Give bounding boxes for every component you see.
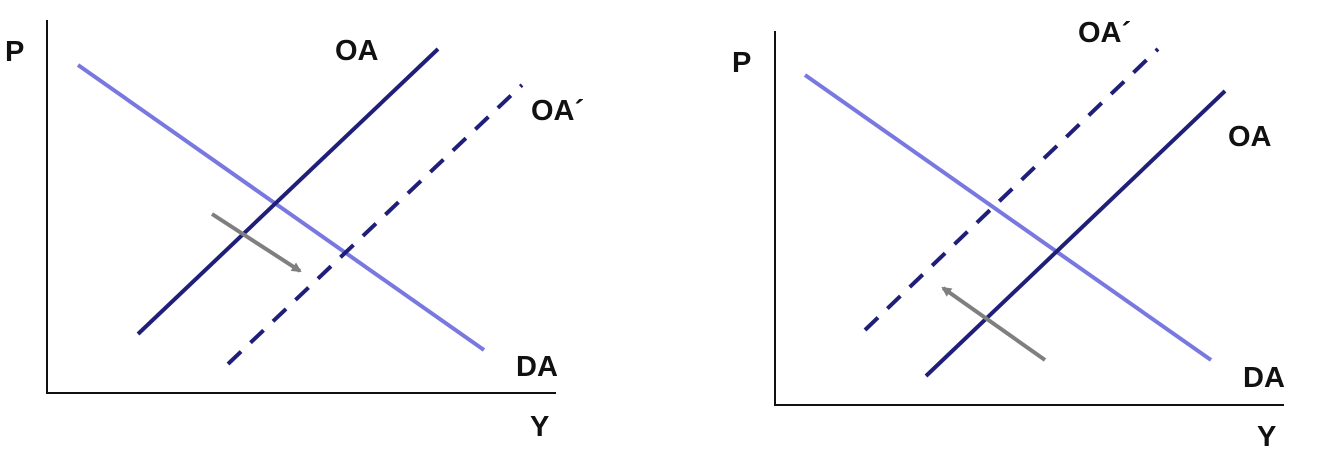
left-y-axis-label: P	[5, 36, 25, 68]
right-shift-arrow	[943, 288, 1045, 360]
left-diagram	[5, 20, 584, 443]
left-demand-curve	[78, 65, 484, 350]
right-demand-label: DA	[1243, 362, 1285, 394]
right-supply-label: OA	[1228, 121, 1272, 153]
left-shifted-supply-curve	[228, 85, 522, 364]
left-shifted-supply-label: OA´	[531, 95, 585, 127]
right-supply-curve	[926, 91, 1225, 376]
left-supply-label: OA	[335, 35, 379, 67]
right-x-axis-label: Y	[1257, 421, 1277, 453]
left-axes	[47, 20, 556, 393]
left-supply-curve	[138, 49, 438, 334]
right-shifted-supply-label: OA´	[1078, 17, 1132, 49]
left-x-axis-label: Y	[530, 411, 550, 443]
right-y-axis-label: P	[732, 47, 752, 79]
right-demand-curve	[805, 75, 1211, 360]
right-shifted-supply-curve	[865, 49, 1158, 330]
right-diagram	[732, 17, 1285, 453]
left-demand-label: DA	[516, 351, 558, 383]
